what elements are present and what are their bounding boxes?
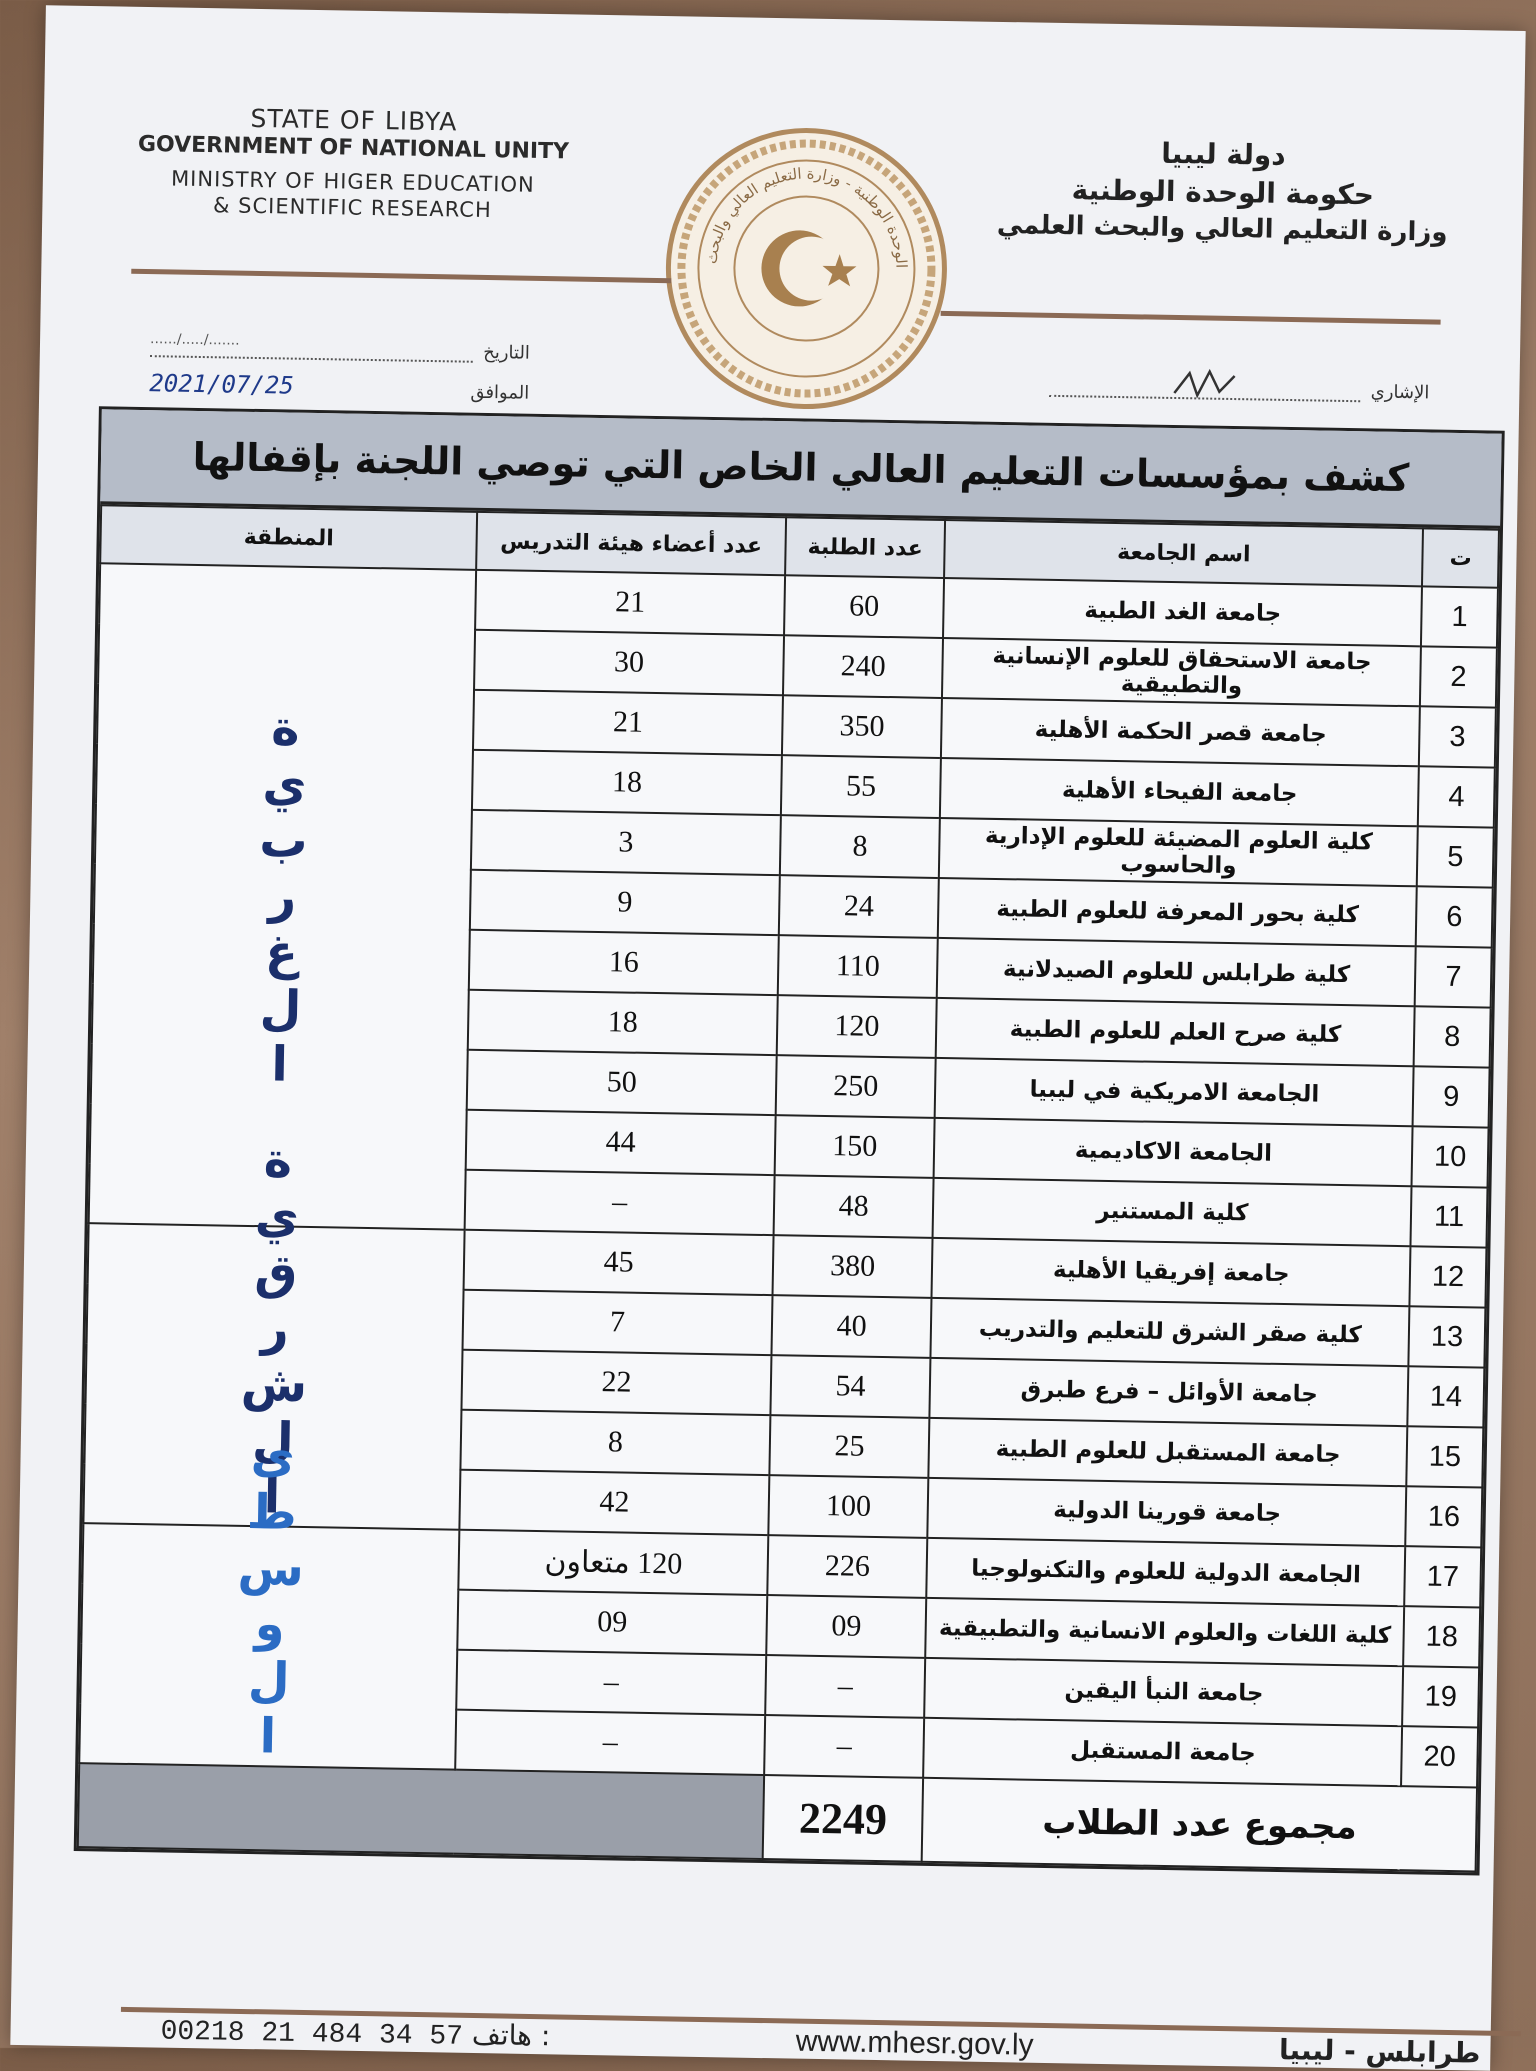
faculty-count: 30 bbox=[474, 630, 784, 695]
faculty-count: 44 bbox=[466, 1110, 776, 1175]
student-count: 48 bbox=[773, 1175, 934, 1238]
student-count: 150 bbox=[774, 1115, 935, 1178]
faculty-count: 45 bbox=[464, 1230, 774, 1295]
equivalent-date-value: 2021/07/25 bbox=[149, 369, 295, 400]
institution-name: جامعة قصر الحكمة الأهلية bbox=[941, 698, 1420, 766]
state-name-en: STATE OF LIBYA bbox=[250, 103, 458, 137]
footer-website: www.mhesr.gov.ly bbox=[795, 2024, 1034, 2062]
reference-label: الإشاري bbox=[1370, 381, 1430, 404]
faculty-count: 21 bbox=[475, 570, 785, 635]
total-shaded-cell bbox=[78, 1763, 764, 1859]
row-index: 7 bbox=[1415, 946, 1492, 1007]
col-header-idx: ت bbox=[1422, 528, 1499, 587]
institution-name: كلية المستنير bbox=[933, 1178, 1412, 1246]
institution-name: جامعة قورينا الدولية bbox=[928, 1478, 1407, 1546]
seal-text: الوحدة الوطنية - وزارة التعليم العالي والبحث bbox=[702, 164, 911, 269]
faculty-count: 8 bbox=[461, 1410, 771, 1475]
student-count: 09 bbox=[766, 1595, 927, 1658]
row-index: 12 bbox=[1410, 1246, 1487, 1307]
institution-name: جامعة الاستحقاق للعلوم الإنسانية والتطبيقية bbox=[942, 638, 1421, 706]
header-divider-right bbox=[941, 311, 1441, 325]
region-middle: الوسطى bbox=[79, 1523, 459, 1770]
ministry-name-ar: وزارة التعليم العالي والبحث العلمي bbox=[996, 209, 1448, 248]
page-footer bbox=[120, 2007, 1520, 2071]
row-index: 10 bbox=[1412, 1126, 1489, 1187]
row-index: 6 bbox=[1416, 886, 1493, 947]
faculty-count: 42 bbox=[460, 1470, 770, 1535]
government-name-ar: حكومة الوحدة الوطنية bbox=[1071, 172, 1375, 212]
faculty-count: 120 متعاون bbox=[459, 1530, 769, 1595]
ministry-name-en-1: MINISTRY OF HIGER EDUCATION bbox=[170, 166, 535, 198]
header-divider-left bbox=[131, 269, 671, 283]
student-count: 110 bbox=[778, 935, 939, 998]
institution-name: جامعة المستقبل bbox=[924, 1718, 1403, 1786]
col-header-region: المنطقة bbox=[100, 505, 477, 570]
institution-name: كلية العلوم المضيئة للعلوم الإدارية والحاسوب bbox=[939, 818, 1418, 886]
row-index: 18 bbox=[1403, 1606, 1480, 1667]
institution-name: كلية بحور المعرفة للعلوم الطبية bbox=[938, 878, 1417, 946]
footer-phone-block bbox=[160, 2013, 550, 2055]
row-index: 14 bbox=[1408, 1366, 1485, 1427]
row-index: 1 bbox=[1421, 586, 1498, 647]
faculty-count: 7 bbox=[463, 1290, 773, 1355]
student-count: 55 bbox=[781, 755, 942, 818]
equivalent-date-label: الموافق bbox=[470, 381, 530, 404]
region-east: الشرقية bbox=[83, 1223, 464, 1530]
institution-name: الجامعة الامريكية في ليبيا bbox=[935, 1058, 1414, 1126]
institution-name: كلية اللغات والعلوم الانسانية والتطبيقية bbox=[926, 1598, 1405, 1666]
total-value: 2249 bbox=[763, 1775, 924, 1862]
institution-name: جامعة الغد الطبية bbox=[943, 578, 1422, 646]
ministry-seal-icon bbox=[659, 121, 954, 416]
letterhead-arabic bbox=[992, 132, 1454, 251]
faculty-count: 9 bbox=[470, 870, 780, 935]
faculty-count: 18 bbox=[472, 750, 782, 815]
faculty-count: 16 bbox=[469, 930, 779, 995]
row-index: 9 bbox=[1413, 1066, 1490, 1127]
institution-name: جامعة الأوائل – فرع طبرق bbox=[930, 1358, 1409, 1426]
student-count: 350 bbox=[782, 695, 943, 758]
institution-name: كلية صرح العلم للعلوم الطبية bbox=[936, 998, 1415, 1066]
faculty-count: – bbox=[455, 1710, 765, 1775]
government-name-en: GOVERNMENT OF NATIONAL UNITY bbox=[137, 131, 570, 165]
faculty-count: 09 bbox=[458, 1590, 768, 1655]
student-count: 54 bbox=[770, 1355, 931, 1418]
row-index: 13 bbox=[1409, 1306, 1486, 1367]
row-index: 5 bbox=[1417, 826, 1494, 887]
date-label: التاريخ bbox=[483, 341, 531, 364]
student-count: 8 bbox=[780, 815, 941, 878]
faculty-count: 18 bbox=[468, 990, 778, 1055]
row-index: 16 bbox=[1405, 1486, 1482, 1547]
state-name-ar: دولة ليبيا bbox=[1161, 136, 1286, 172]
faculty-count: 50 bbox=[467, 1050, 777, 1115]
date-row bbox=[150, 317, 531, 364]
student-count: 226 bbox=[767, 1535, 928, 1598]
faculty-count: 22 bbox=[462, 1350, 772, 1415]
footer-city: طرابلس - ليبيا bbox=[1278, 2033, 1481, 2070]
row-index: 8 bbox=[1414, 1006, 1491, 1067]
institutions-sheet bbox=[74, 406, 1505, 1875]
row-index: 2 bbox=[1420, 646, 1497, 707]
faculty-count: – bbox=[465, 1170, 775, 1235]
institutions-table bbox=[77, 504, 1500, 1872]
col-header-name: اسم الجامعة bbox=[944, 520, 1423, 586]
row-index: 17 bbox=[1404, 1546, 1481, 1607]
date-block bbox=[149, 317, 530, 404]
region-west: الغربية bbox=[89, 563, 477, 1229]
total-label: مجموع عدد الطلاب bbox=[922, 1778, 1477, 1872]
institution-name: جامعة الفيحاء الأهلية bbox=[940, 758, 1419, 826]
institution-name: كلية طرابلس للعلوم الصيدلانية bbox=[937, 938, 1416, 1006]
document-page bbox=[10, 5, 1525, 2071]
student-count: 380 bbox=[772, 1235, 933, 1298]
col-header-students: عدد الطلبة bbox=[785, 517, 946, 578]
student-count: – bbox=[764, 1715, 925, 1778]
student-count: 240 bbox=[783, 635, 944, 698]
student-count: 60 bbox=[784, 575, 945, 638]
row-index: 4 bbox=[1418, 766, 1495, 827]
row-index: 20 bbox=[1401, 1726, 1478, 1787]
student-count: – bbox=[765, 1655, 926, 1718]
row-index: 3 bbox=[1419, 706, 1496, 767]
col-header-faculty: عدد أعضاء هيئة التدريس bbox=[476, 512, 786, 575]
signature-icon bbox=[1169, 363, 1240, 404]
sheet-title: كشف بمؤسسات التعليم العالي الخاص التي توصي اللجنة بإقفالها bbox=[100, 409, 1501, 528]
student-count: 250 bbox=[776, 1055, 937, 1118]
student-count: 24 bbox=[779, 875, 940, 938]
student-count: 40 bbox=[771, 1295, 932, 1358]
table-body bbox=[79, 563, 1498, 1787]
footer-phone-label: هاتف : bbox=[471, 2017, 551, 2053]
institution-name: الجامعة الاكاديمية bbox=[934, 1118, 1413, 1186]
row-index: 15 bbox=[1407, 1426, 1484, 1487]
footer-phone: 00218 21 484 34 57 bbox=[160, 2016, 464, 2053]
letterhead-english bbox=[132, 102, 574, 224]
institution-name: جامعة المستقبل للعلوم الطبية bbox=[929, 1418, 1408, 1486]
student-count: 120 bbox=[777, 995, 938, 1058]
faculty-count: – bbox=[456, 1650, 766, 1715]
reference-block bbox=[1049, 375, 1429, 404]
faculty-count: 21 bbox=[473, 690, 783, 755]
institution-name: جامعة إفريقيا الأهلية bbox=[932, 1238, 1411, 1306]
row-index: 19 bbox=[1402, 1666, 1479, 1727]
institution-name: كلية صقر الشرق للتعليم والتدريب bbox=[931, 1298, 1410, 1366]
row-index: 11 bbox=[1411, 1186, 1488, 1247]
institution-name: جامعة النبأ اليقين bbox=[925, 1658, 1404, 1726]
date-blank: ....../...../....... bbox=[150, 331, 474, 363]
student-count: 100 bbox=[768, 1475, 929, 1538]
equivalent-date-row bbox=[149, 357, 530, 404]
ministry-name-en-2: & SCIENTIFIC RESEARCH bbox=[212, 192, 492, 222]
student-count: 25 bbox=[769, 1415, 930, 1478]
institution-name: الجامعة الدولية للعلوم والتكنولوجيا bbox=[927, 1538, 1406, 1606]
faculty-count: 3 bbox=[471, 810, 781, 875]
